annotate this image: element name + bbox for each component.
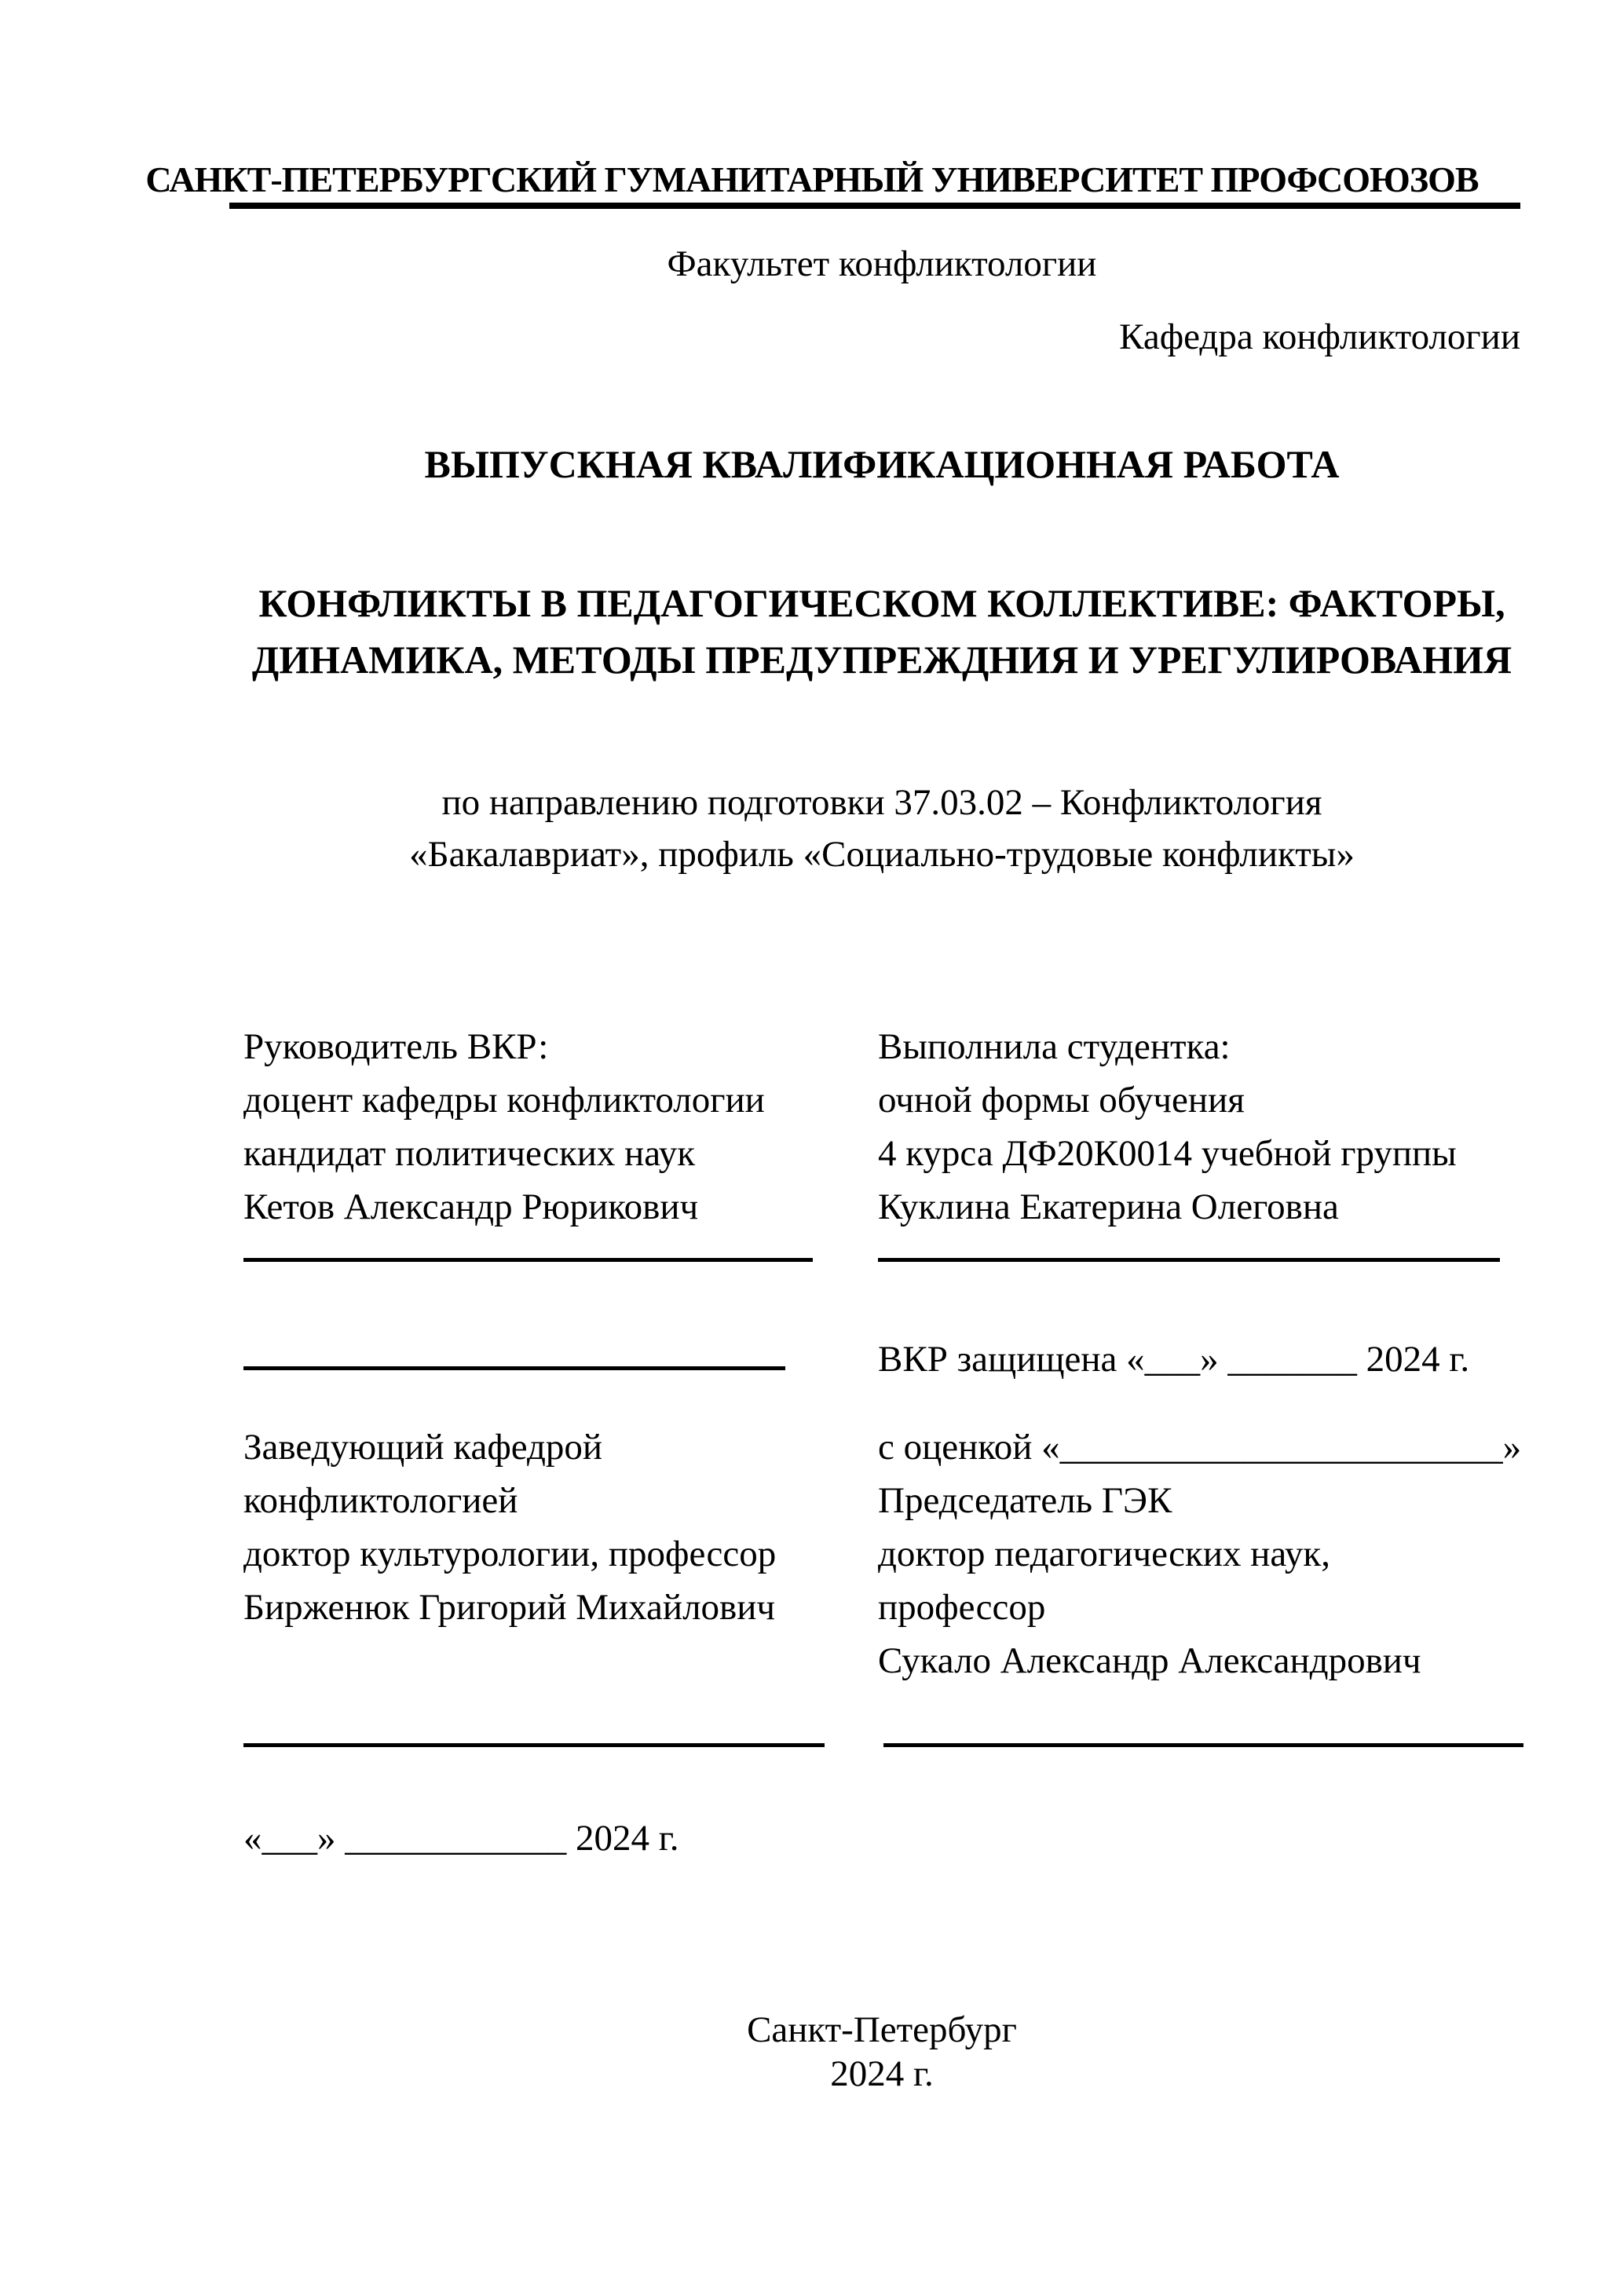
supervisor-degree: кандидат политических наук (243, 1133, 696, 1174)
university-name: САНКТ-ПЕТЕРБУРГСКИЙ ГУМАНИТАРНЫЙ УНИВЕРСИТЕТ ПРОФСОЮЗОВ (145, 159, 1479, 199)
dept-head-title-line1: Заведующий кафедрой (243, 1427, 603, 1468)
student-group: 4 курса ДФ20К0014 учебной группы (878, 1133, 1457, 1174)
student-heading: Выполнила студентка: (878, 1026, 1231, 1067)
dept-head-name: Бирженюк Григорий Михайлович (243, 1587, 776, 1628)
supervisor-heading: Руководитель ВКР: (243, 1026, 549, 1067)
faculty-line: Факультет конфликтологии (667, 243, 1097, 284)
thesis-title-line1: КОНФЛИКТЫ В ПЕДАГОГИЧЕСКОМ КОЛЛЕКТИВЕ: ФАКТОРЫ, (258, 581, 1505, 625)
grade-line: с оценкой «________________________» (878, 1427, 1522, 1468)
direction-line2: «Бакалавриат», профиль «Социально-трудовые конфликты» (409, 834, 1355, 875)
thesis-title-line2: ДИНАМИКА, МЕТОДЫ ПРЕДУПРЕЖДНИЯ И УРЕГУЛИРОВАНИЯ (251, 638, 1512, 682)
supervisor-name: Кетов Александр Рюрикович (243, 1186, 699, 1227)
chair-title: Председатель ГЭК (878, 1480, 1172, 1521)
defense-date-line: ВКР защищена «___» _______ 2024 г. (878, 1339, 1470, 1380)
work-type-heading: ВЫПУСКНАЯ КВАЛИФИКАЦИОННАЯ РАБОТА (424, 442, 1340, 486)
supervisor-signature-line (243, 1258, 813, 1262)
direction-of-study (243, 777, 1520, 880)
chair-signature-line (883, 1743, 1523, 1747)
dept-head-degree: доктор культурологии, профессор (243, 1534, 777, 1574)
dept-head-title-line2: конфликтологией (243, 1480, 518, 1521)
thesis-title (236, 575, 1528, 688)
student-signature-line (878, 1258, 1500, 1262)
footer-year: 2024 г. (830, 2053, 934, 2094)
supervisor-position: доцент кафедры конфликтологии (243, 1080, 765, 1121)
supervisor-signature-line-2 (243, 1366, 785, 1370)
dept-head-date-line: «___» ____________ 2024 г. (243, 1818, 679, 1859)
footer-city: Санкт-Петербург (747, 2009, 1017, 2050)
chair-rank: профессор (878, 1587, 1046, 1628)
department-line: Кафедра конфликтологии (1119, 316, 1520, 357)
dept-head-signature-line (243, 1743, 825, 1747)
chair-name: Сукало Александр Александрович (878, 1640, 1421, 1681)
header-rule (229, 203, 1520, 209)
student-name: Куклина Екатерина Олеговна (878, 1186, 1339, 1227)
student-form: очной формы обучения (878, 1080, 1245, 1121)
direction-line1: по направлению подготовки 37.03.02 – Конфликтология (441, 782, 1322, 823)
chair-degree: доктор педагогических наук, (878, 1534, 1330, 1574)
